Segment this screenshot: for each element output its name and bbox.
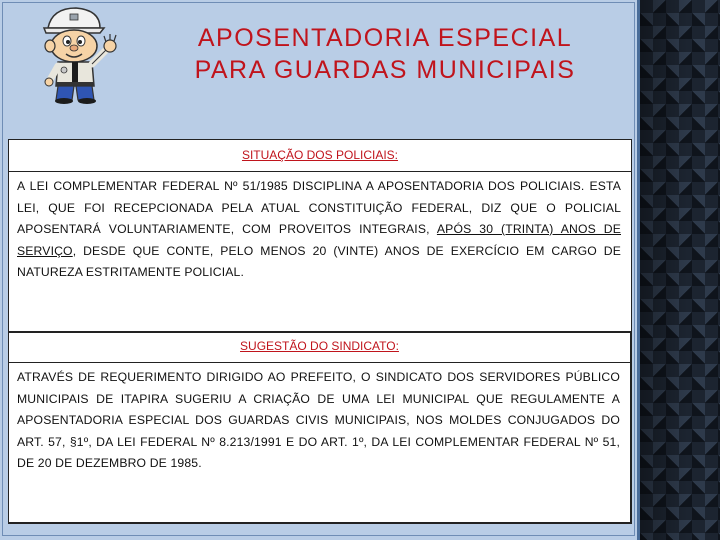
slide-title xyxy=(150,22,620,86)
police-situation-text-part1: A LEI COMPLEMENTAR FEDERAL Nº 51/1985 DISCIPLINA A APOSENTADORIA DOS POLICIAIS. ESTA LEI, QUE FOI RECEPCIONADA PELA ATUAL CONSTITUIÇÃO FEDERAL, DIZ QUE O POLICIAL APOSENTARÁ VOLUNTARIAMENTE, COM PROVEITOS INTEGRAIS, xyxy=(17,179,621,236)
union-suggestion-text: ATRAVÉS DE REQUERIMENTO DIRIGIDO AO PREFEITO, O SINDICATO DOS SERVIDORES PÚBLICO MUNICIPAIS DE ITAPIRA SUGERIU A CRIAÇÃO DE UMA LEI MUNICIPAL QUE REGULAMENTE A APOSENTADORIA ESPECIAL DOS GUARDAS CIVIS MUNICIPAIS, NOS MOLDES CONJUGADOS DO ART. 57, §1º, DA LEI FEDERAL Nº 8.213/1991 E DO ART. 1º, DA LEI COMPLEMENTAR FEDERAL Nº 51, DE 20 DE DEZEMBRO DE 1985. xyxy=(17,370,620,470)
union-suggestion-heading: SUGESTÃO DO SINDICATO: xyxy=(9,333,630,363)
guard-cartoon-icon xyxy=(30,4,126,104)
title-line-2: PARA GUARDAS MUNICIPAIS xyxy=(194,56,576,84)
police-situation-text-part2: , DESDE QUE CONTE, PELO MENOS 20 (VINTE) ANOS DE EXERCÍCIO EM CARGO DE NATUREZA ESTRITAMENTE POLICIAL. xyxy=(17,243,621,279)
union-suggestion-panel xyxy=(8,332,632,524)
police-situation-text xyxy=(9,172,631,284)
side-shadow xyxy=(640,0,720,540)
police-situation-heading: SITUAÇÃO DOS POLICIAIS: xyxy=(9,140,631,172)
police-situation-text-underlined: APÓS 30 (TRINTA) ANOS DE SERVIÇO xyxy=(17,222,621,258)
title-line-1: APOSENTADORIA ESPECIAL xyxy=(197,24,573,52)
police-situation-panel xyxy=(8,139,632,332)
